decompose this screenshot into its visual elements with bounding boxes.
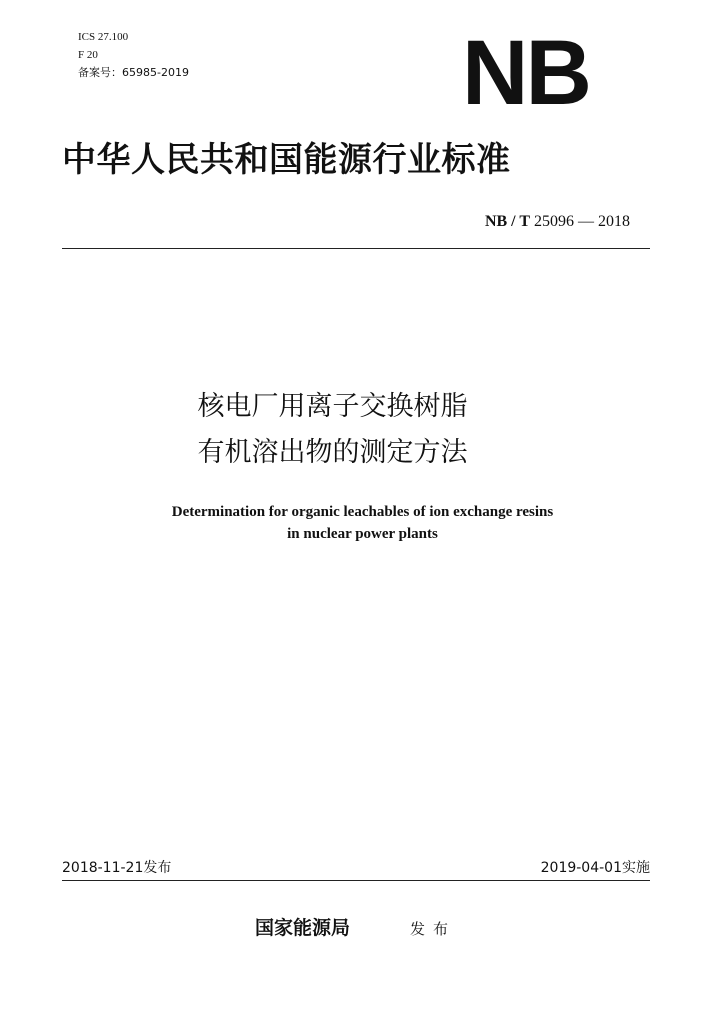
ics-code: ICS 27.100 (78, 31, 129, 43)
top-divider (62, 248, 650, 249)
issue-date: 2018-11-21发布 (62, 860, 172, 876)
standard-id: 25096 — 2018 (530, 213, 630, 230)
chinese-title-line-1 (0, 390, 725, 424)
chinese-title-line-2-text: 有机溶出物的测定方法 (197, 437, 468, 468)
english-title-line-2: in nuclear power plants (287, 526, 438, 542)
nb-logo: NB (462, 22, 589, 124)
standard-number (485, 212, 630, 232)
issue-label: 发布 (410, 920, 457, 938)
standard-code: NB / T (484, 213, 530, 230)
english-title-line-1: Determination for organic leachables of ion exchange resins (171, 504, 554, 520)
effective-date: 2019-04-01实施 (540, 860, 650, 876)
chinese-title-line-1-text: 核电厂用离子交换树脂 (197, 391, 468, 422)
bottom-divider (62, 880, 650, 881)
ccs-code: F 20 (78, 49, 98, 61)
filing-number: 备案号：65985-2019 (78, 66, 189, 79)
chinese-title-line-2 (0, 436, 725, 470)
issuing-authority: 国家能源局 (255, 917, 351, 939)
organization-title: 中华人民共和国能源行业标准 (62, 140, 511, 180)
